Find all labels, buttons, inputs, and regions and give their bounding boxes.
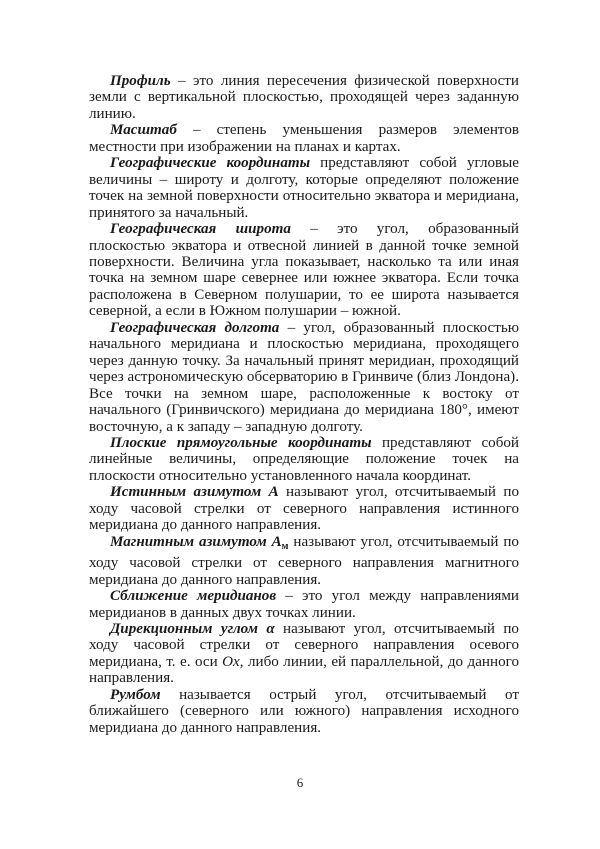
term-true-azimuth: Истинным азимутом А: [110, 484, 279, 501]
definition-bearing: называется острый угол, отсчитываемый от ближайшего (северного или южного) направления исходного меридиана до данного направления.: [89, 686, 519, 736]
term-plane-coordinates: Плоские прямоугольные координаты: [110, 434, 372, 451]
paragraph-true-azimuth: [89, 484, 519, 533]
definition-longitude: – угол, образованный плоскостью начального меридиана и плоскостью меридиана, проходящего через данную точку. За начальный принят меридиан, проходящий через астрономическую обсерваторию в Гринвиче (близ Лондона). Все точки на земном шаре, расположенные к востоку от начального (Гринвичского) меридиана до меридиана 180°, имеют восточную, а к западу – западную долготу.: [89, 319, 519, 435]
definition-grid-azimuth-part2: , либо линии, ей параллельной, до данного направления.: [89, 653, 519, 687]
paragraph-grid-azimuth: [89, 621, 519, 687]
paragraph-scale: [89, 122, 519, 155]
paragraph-plane-coordinates: [89, 435, 519, 484]
page-number: 6: [296, 775, 304, 790]
definition-scale: – степень уменьшения размеров элементов местности при изображении на планах и картах.: [89, 122, 519, 155]
term-geographic-coordinates: Географические координаты: [110, 155, 311, 172]
definition-profile: – это линия пересечения физической поверхности земли с вертикальной плоскостью, проходящей через заданную линию.: [89, 73, 519, 122]
paragraph-latitude: [89, 221, 519, 320]
term-magnetic-azimuth-subscript: м: [281, 540, 289, 552]
term-grid-azimuth: Дирекционным углом α: [110, 620, 275, 637]
paragraph-magnetic-azimuth: [89, 534, 519, 588]
paragraph-meridian-convergence: [89, 588, 519, 621]
definition-meridian-convergence: – это угол между направлениями меридианов в данных двух точках линии.: [89, 588, 519, 621]
term-scale: Масштаб: [110, 122, 177, 139]
term-longitude: Географическая долгота: [110, 319, 280, 336]
definition-plane-coordinates: представляют собой линейные величины, определяющие положение точек на плоскости относительно установленного начала координат.: [89, 434, 519, 484]
term-meridian-convergence: Сближение меридианов: [110, 588, 277, 605]
definition-magnetic-azimuth: называют угол, отсчитываемый по ходу часовой стрелки от северного направления магнитного меридиана до данного направления.: [89, 533, 519, 588]
definition-true-azimuth: называют угол, отсчитываемый по ходу часовой стрелки от северного направления истинного меридиана до данного направления.: [89, 484, 519, 534]
term-profile: Профиль: [110, 73, 171, 89]
definition-grid-azimuth-part1: называют угол, отсчитываемый по ходу часовой стрелки от северного направления осевого меридиана, т. е. оси: [89, 620, 519, 670]
paragraph-bearing: [89, 687, 519, 736]
axis-label: Ох: [222, 653, 240, 670]
paragraph-profile: [89, 73, 519, 122]
document-body: [89, 73, 519, 736]
paragraph-geographic-coordinates: [89, 155, 519, 221]
definition-geographic-coordinates: представляют собой угловые величины – широту и долготу, которые определяют положение точек на земной поверхности относительно экватора и меридиана, принятого за начальный.: [89, 155, 519, 221]
definition-latitude: – это угол, образованный плоскостью экватора и отвесной линией в данной точке земной поверхности. Величина угла показывает, насколько та или иная точка на земном шаре севернее или южнее экватора. Если точка расположена в Северном полушарии, то ее широта называется северной, а если в Южном полушарии – южной.: [89, 221, 520, 320]
term-magnetic-azimuth: Магнитным азимутом А: [110, 533, 282, 550]
term-bearing: Румбом: [110, 686, 161, 703]
term-latitude: Географическая широта: [110, 221, 291, 238]
paragraph-longitude: [89, 320, 519, 435]
